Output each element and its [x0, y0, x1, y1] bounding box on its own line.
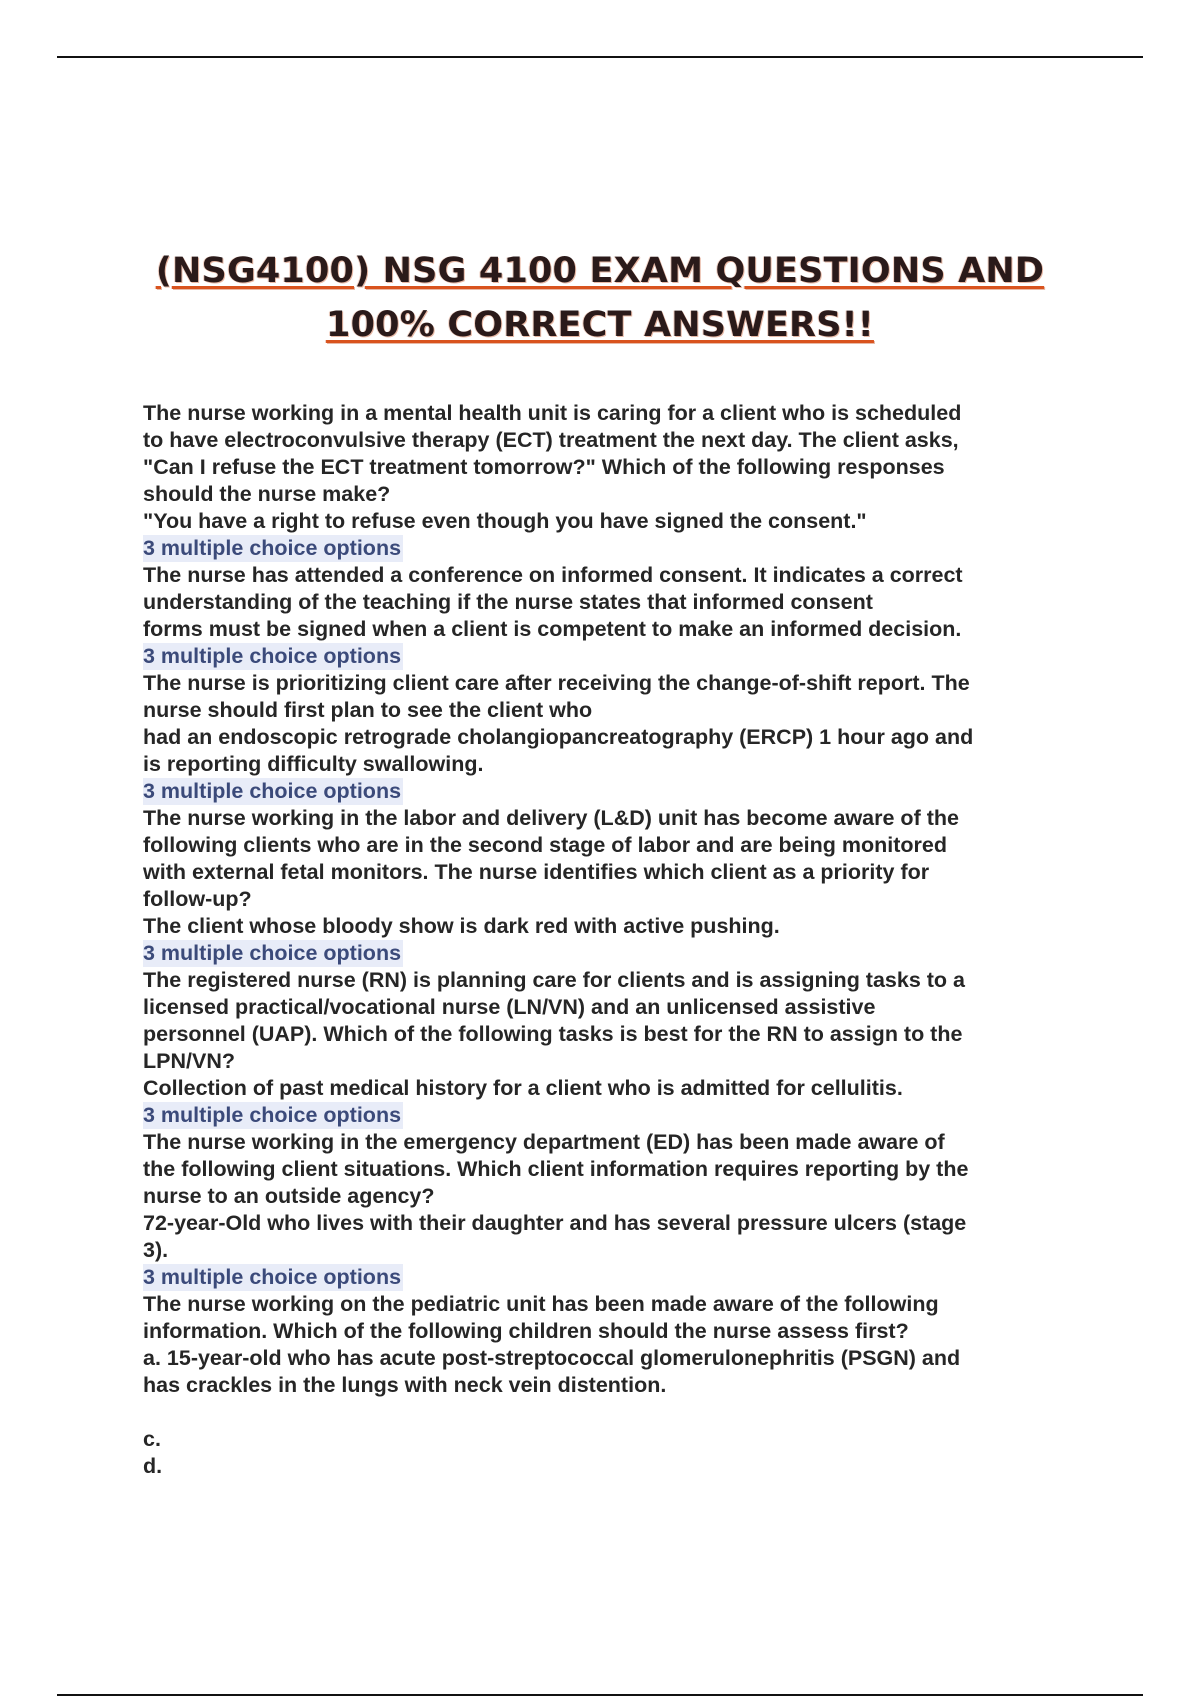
- question-line: the following client situations. Which client information requires reporting by the: [143, 1157, 969, 1181]
- blank-line: [143, 1399, 1063, 1426]
- question-line: LPN/VN?: [143, 1049, 235, 1073]
- question-line: should the nurse make?: [143, 482, 391, 506]
- question-2: [143, 562, 1063, 670]
- question-line: licensed practical/vocational nurse (LN/VN) and an unlicensed assistive: [143, 995, 876, 1019]
- option-d-line: d.: [143, 1454, 163, 1478]
- question-6: [143, 1129, 1063, 1291]
- multiple-choice-options-link[interactable]: 3 multiple choice options: [143, 1265, 402, 1289]
- title-line-1: (NSG4100) NSG 4100 EXAM QUESTIONS AND: [155, 251, 1045, 291]
- question-line: personnel (UAP). Which of the following tasks is best for the RN to assign to the: [143, 1022, 963, 1046]
- question-line: information. Which of the following children should the nurse assess first?: [143, 1319, 909, 1343]
- multiple-choice-options-link[interactable]: 3 multiple choice options: [143, 779, 402, 803]
- answer-line: "You have a right to refuse even though you have signed the consent.": [143, 509, 867, 533]
- question-line: The nurse working on the pediatric unit has been made aware of the following: [143, 1292, 939, 1316]
- question-line: nurse should first plan to see the client who: [143, 698, 593, 722]
- question-line: following clients who are in the second stage of labor and are being monitored: [143, 833, 947, 857]
- question-3: [143, 670, 1063, 805]
- option-c-line: c.: [143, 1427, 161, 1451]
- question-line: The nurse working in a mental health unit is caring for a client who is scheduled: [143, 401, 962, 425]
- question-line: The nurse has attended a conference on informed consent. It indicates a correct: [143, 563, 963, 587]
- title-line-2: 100% CORRECT ANSWERS!!: [326, 305, 874, 345]
- questions-body: [143, 400, 1063, 1480]
- answer-line: 72-year-Old who lives with their daughter and has several pressure ulcers (stage: [143, 1211, 967, 1235]
- multiple-choice-options-link[interactable]: 3 multiple choice options: [143, 536, 402, 560]
- multiple-choice-options-link[interactable]: 3 multiple choice options: [143, 941, 402, 965]
- multiple-choice-options-link[interactable]: 3 multiple choice options: [143, 1103, 402, 1127]
- question-line: The nurse is prioritizing client care after receiving the change-of-shift report. The: [143, 671, 970, 695]
- answer-line: forms must be signed when a client is competent to make an informed decision.: [143, 617, 962, 641]
- top-rule: [57, 56, 1143, 58]
- document-title: [0, 244, 1200, 352]
- question-line: "Can I refuse the ECT treatment tomorrow?" Which of the following responses: [143, 455, 945, 479]
- multiple-choice-options-link[interactable]: 3 multiple choice options: [143, 644, 402, 668]
- question-line: The registered nurse (RN) is planning care for clients and is assigning tasks to a: [143, 968, 965, 992]
- question-1: [143, 400, 1063, 562]
- option-a-line: has crackles in the lungs with neck vein distention.: [143, 1373, 667, 1397]
- bottom-rule: [57, 1694, 1143, 1696]
- question-line: understanding of the teaching if the nurse states that informed consent: [143, 590, 873, 614]
- question-5: [143, 967, 1063, 1129]
- option-a-line: a. 15-year-old who has acute post-streptococcal glomerulonephritis (PSGN) and: [143, 1346, 961, 1370]
- question-4: [143, 805, 1063, 967]
- question-line: The nurse working in the labor and delivery (L&D) unit has become aware of the: [143, 806, 959, 830]
- question-line: follow-up?: [143, 887, 252, 911]
- question-line: nurse to an outside agency?: [143, 1184, 435, 1208]
- answer-line: had an endoscopic retrograde cholangiopancreatography (ERCP) 1 hour ago and: [143, 725, 974, 749]
- answer-line: Collection of past medical history for a client who is admitted for cellulitis.: [143, 1076, 903, 1100]
- answer-line: The client whose bloody show is dark red with active pushing.: [143, 914, 780, 938]
- answer-line: is reporting difficulty swallowing.: [143, 752, 484, 776]
- question-line: The nurse working in the emergency department (ED) has been made aware of: [143, 1130, 945, 1154]
- answer-line: 3).: [143, 1238, 169, 1262]
- question-7: [143, 1291, 1063, 1480]
- question-line: with external fetal monitors. The nurse identifies which client as a priority for: [143, 860, 930, 884]
- question-line: to have electroconvulsive therapy (ECT) treatment the next day. The client asks,: [143, 428, 959, 452]
